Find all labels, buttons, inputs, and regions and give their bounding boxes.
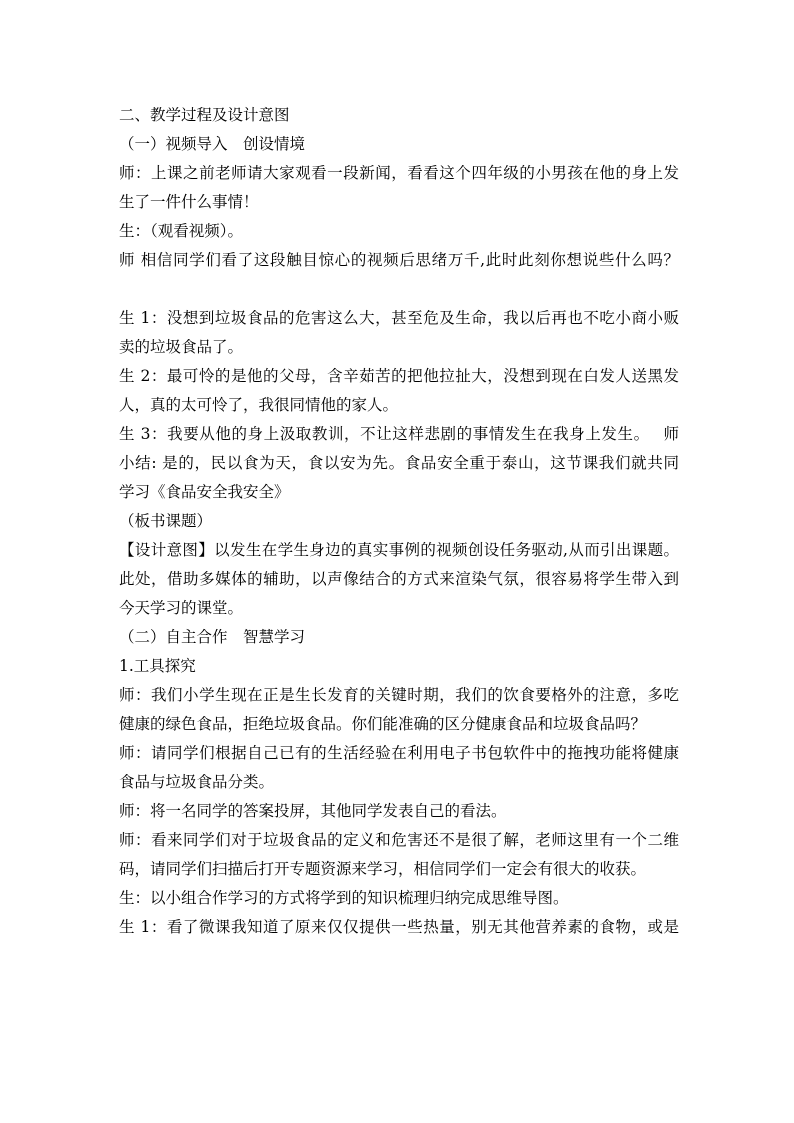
text-line: 此处，借助多媒体的辅助，以声像结合的方式来渲染气氛，很容易将学生带入到 [119,570,679,588]
text-line: 学习《食品安全我安全》 [119,483,290,501]
section-heading: 二、教学过程及设计意图 [119,106,290,124]
text-line: 师：请同学们根据自己已有的生活经验在利用电子书包软件中的拖拽功能将健康 [119,744,679,762]
design-intent-line: 【设计意图】以发生在学生身边的真实事例的视频创设任务驱动,从而引出课题。 [119,541,679,559]
text-line: 生 1：没想到垃圾食品的危害这么大，甚至危及生命，我以后再也不吃小商小贩 [119,309,679,327]
text-line: 师：我们小学生现在正是生长发育的关键时期，我们的饮食要格外的注意，多吃 [119,686,679,704]
text-line: 师：看来同学们对于垃圾食品的定义和危害还不是很了解，老师这里有一个二维 [119,831,679,849]
subsection-heading: （一）视频导入 创设情境 [119,135,306,153]
text-line: 健康的绿色食品，拒绝垃圾食品。你们能准确的区分健康食品和垃圾食品吗？ [119,715,647,733]
blank-line [119,275,679,304]
text-line: 卖的垃圾食品了。 [119,338,244,356]
document-body [119,101,679,942]
text-line: 生 3：我要从他的身上汲取教训，不让这样悲剧的事情发生在我身上发生。 师 [119,425,679,443]
text-line: （板书课题） [119,512,213,530]
text-line: 生：以小组合作学习的方式将学到的知识梳理归纳完成思维导图。 [119,889,569,907]
text-line: 生 2：最可怜的是他的父母，含辛茹苦的把他拉扯大，没想到现在白发人送黑发 [119,367,679,385]
numbered-heading: 1.工具探究 [119,657,196,675]
text-line: 码，请同学们扫描后打开专题资源来学习，相信同学们一定会有很大的收获。 [119,860,647,878]
text-line: 师：上课之前老师请大家观看一段新闻，看看这个四年级的小男孩在他的身上发 [119,164,679,182]
text-line: 食品与垃圾食品分类。 [119,773,275,791]
text-line: 生：（观看视频）。 [119,222,244,240]
subsection-heading: （二）自主合作 智慧学习 [119,628,306,646]
text-line: 师：将一名同学的答案投屏，其他同学发表自己的看法。 [119,802,507,820]
text-line: 今天学习的课堂。 [119,599,244,617]
text-line: 生了一件什么事情！ [119,193,259,211]
text-line: 生 1：看了微课我知道了原来仅仅提供一些热量，别无其他营养素的食物，或是 [119,918,679,936]
text-line: 人，真的太可怜了，我很同情他的家人。 [119,396,399,414]
text-line: 师 相信同学们看了这段触目惊心的视频后思绪万千,此时此刻你想说些什么吗？ [119,251,679,269]
text-line: 小结: 是的，民以食为天，食以安为先。食品安全重于泰山，这节课我们就共同 [119,454,679,472]
